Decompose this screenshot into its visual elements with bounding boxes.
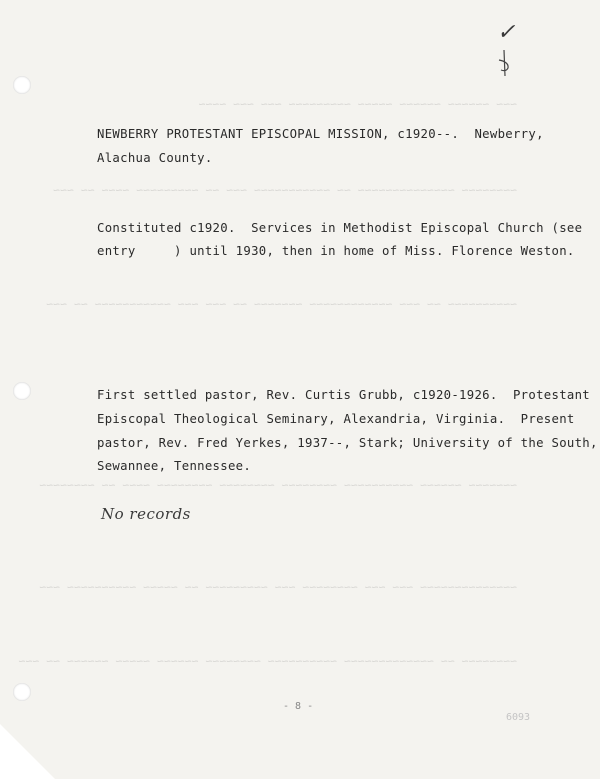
bleed-through: ~~~~~~~~~~~~~~ ~~~ ~~~ ~~~~~~~~ ~~~ ~~~~~~~~~ ~~ ~~~~~ ~~~~~~~~~~ ~~~ [39, 580, 517, 594]
paragraph-1-line1: Constituted c1920. Services in Methodist Episcopal Church (see [97, 221, 583, 235]
paragraph-2-line3: pastor, Rev. Fred Yerkes, 1937--, Stark; University of the South, [97, 436, 598, 450]
corner-stamp: 6093 [506, 712, 531, 723]
paragraph-2-line4: Sewannee, Tennessee. [97, 459, 252, 473]
pen-scribble-icon [495, 48, 515, 80]
bleed-through: ~~~ ~~~~~~ ~~~~~~ ~~~~~ ~~~~~~~~~ ~~~ ~~~ ~~~~ [198, 97, 517, 111]
punch-hole [13, 382, 31, 400]
page-number: - 8 - [283, 701, 314, 712]
torn-corner [0, 724, 55, 779]
paragraph-1-line2: entry ) until 1930, then in home of Miss. Florence Weston. [97, 244, 575, 258]
paragraph-2-line2: Episcopal Theological Seminary, Alexandria, Virginia. Present [97, 412, 575, 426]
entry-heading-line1: NEWBERRY PROTESTANT EPISCOPAL MISSION, c1920--. Newberry, [97, 127, 544, 141]
bleed-through: ~~~~~~~ ~~~~~~ ~~~~~~~~~~ ~~~~~~~~ ~~~~~~~~ ~~~~~~~~ ~~~~ ~~ ~~~~~~~~ [39, 478, 517, 492]
handwritten-note: No records [101, 505, 191, 523]
check-mark-icon: ✓ [497, 20, 516, 45]
bleed-through: ~~~~~~~~ ~~~~~~~~~~~~~~ ~~ ~~~~~~~~~~~ ~~~ ~~ ~~~~~~~~~ ~~~~ ~~ ~~~ [53, 183, 517, 197]
bleed-through: ~~~~~~~~~~ ~~ ~~~ ~~~~~~~~~~~~ ~~~~~~~ ~~ ~~~ ~~~ ~~~~~~~~~~~ ~~ ~~~ [46, 297, 517, 311]
paragraph-2-line1: First settled pastor, Rev. Curtis Grubb, c1920-1926. Protestant [97, 388, 591, 402]
entry-heading-line2: Alachua County. [97, 151, 213, 165]
punch-hole [13, 76, 31, 94]
punch-hole [13, 683, 31, 701]
bleed-through: ~~~~~~~~ ~~ ~~~~~~~~~~~~~ ~~~~~~~~~~ ~~~~~~~~ ~~~~~~ ~~~~~ ~~~~~~ ~~ ~~~ [18, 654, 517, 668]
